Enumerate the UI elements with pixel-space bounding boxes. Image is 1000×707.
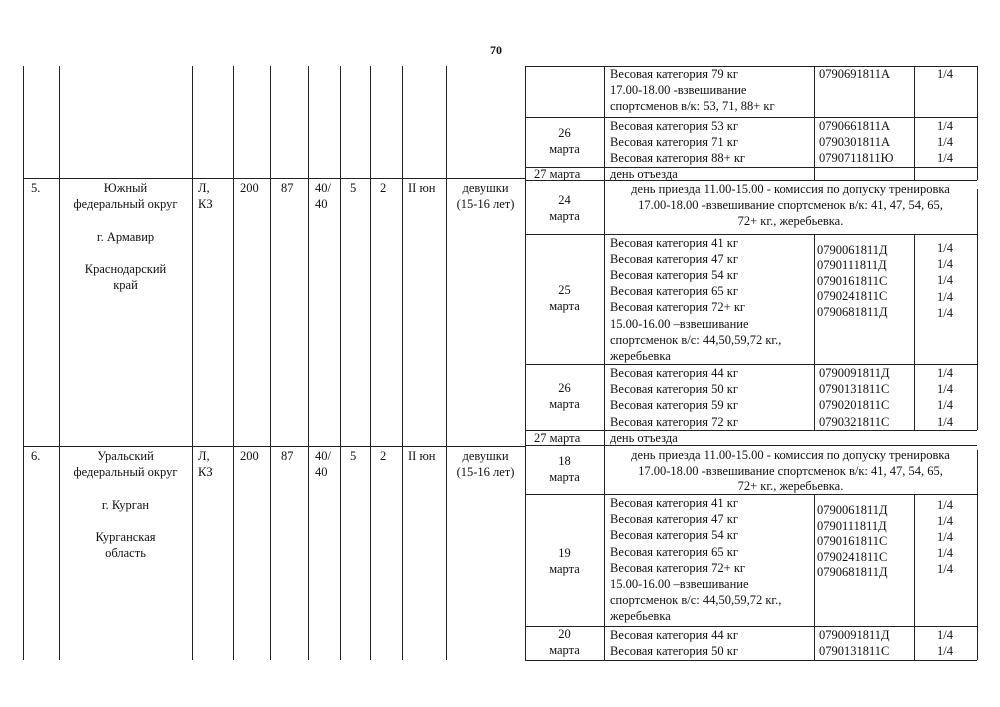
date-cell: марта [549, 643, 580, 657]
table-vertical-rule [446, 66, 447, 660]
schedule-line: Весовая категория 71 кг [610, 135, 738, 150]
schedule-line: жеребьевка [610, 609, 671, 624]
event-code: 0790321811С [819, 414, 890, 429]
date-cell: 19 [558, 546, 571, 560]
group-text: (15-16 лет) [456, 197, 515, 212]
event-code: 0790241811С [817, 549, 888, 564]
schedule-line: Весовая категория 41 кг [610, 496, 738, 510]
event-code: 0790131811С [819, 644, 890, 659]
schedule-line: спортсменок в/с: 44,50,59,72 кг., [610, 593, 782, 608]
stage-fraction: 1/4 [937, 514, 953, 528]
count-cell: 2 [380, 181, 387, 195]
count-cell: 5 [350, 181, 357, 195]
date-cell: марта [549, 142, 580, 156]
count-cell: 40/ [315, 181, 331, 195]
date-cell: марта [549, 470, 580, 484]
event-code: 0790161811С [817, 534, 888, 549]
type-text: Л, [198, 449, 210, 463]
rank-cell: II юн [408, 181, 436, 195]
stage-fraction: 1/4 [937, 498, 953, 512]
region-text: г. Армавир [96, 229, 155, 244]
schedule-line: Весовая категория 65 кг [610, 544, 738, 559]
count-cell: 40/ [315, 449, 331, 463]
stage-fraction: 1/4 [937, 628, 953, 642]
table-vertical-rule [914, 234, 915, 430]
event-code: 0790111811Д [817, 518, 887, 533]
event-code: 0790661811А [819, 119, 891, 133]
table-horizontal-rule [525, 445, 977, 446]
rank-cell: II юн [408, 449, 436, 463]
table-vertical-rule [192, 66, 193, 660]
table-horizontal-rule [525, 430, 977, 431]
stage-fraction: 1/4 [937, 257, 953, 272]
event-code: 0790691811А [819, 67, 891, 81]
schedule-line: Весовая категория 79 кг [610, 67, 738, 81]
arrival-line: 72+ кг., жеребьевка. [737, 214, 844, 228]
stage-fraction: 1/4 [937, 305, 953, 320]
event-code: 0790061811Д [817, 243, 888, 257]
table-vertical-rule [402, 66, 403, 660]
date-cell: 26 [558, 381, 571, 395]
arrival-line: день приезда 11.00-15.00 - комиссия по допуску тренировка [631, 448, 950, 462]
region-text: Уральский [97, 449, 154, 463]
arrival-line: день приезда 11.00-15.00 - комиссия по допуску тренировка [631, 182, 950, 196]
table-vertical-rule [604, 66, 605, 660]
date-cell: 24 [558, 193, 571, 207]
date-cell: 26 [558, 126, 571, 140]
count-cell: 200 [240, 181, 259, 195]
stage-fraction: 1/4 [937, 273, 953, 288]
schedule-line: Весовая категория 72+ кг [610, 300, 746, 315]
table-vertical-rule [814, 66, 815, 180]
count-cell: 200 [240, 449, 259, 463]
table-vertical-rule [340, 66, 341, 660]
schedule-line: Весовая категория 72+ кг [610, 560, 746, 575]
departure-date: 27 марта [534, 167, 581, 181]
region-text: федеральный округ [73, 465, 178, 480]
stage-fraction: 1/4 [937, 414, 953, 429]
table-horizontal-rule [23, 446, 525, 447]
schedule-line: Весовая категория 41 кг [610, 236, 738, 250]
table-vertical-rule [914, 66, 915, 180]
stage-fraction: 1/4 [937, 119, 953, 133]
row-number: 6. [31, 449, 41, 463]
table-horizontal-rule [525, 180, 977, 181]
table-vertical-rule [977, 450, 978, 660]
table-vertical-rule [59, 66, 60, 660]
type-text: КЗ [198, 465, 213, 480]
event-code: 0790301811А [819, 135, 891, 150]
event-code: 0790061811Д [817, 503, 888, 517]
count-cell: 5 [350, 449, 357, 463]
region-text: Южный [103, 181, 148, 195]
table-horizontal-rule [525, 364, 977, 365]
arrival-line: 17.00-18.00 -взвешивание спортсменок в/к: 41, 47, 54, 65, [638, 463, 943, 478]
stage-fraction: 1/4 [937, 67, 953, 81]
event-code: 0790711811Ю [819, 151, 894, 166]
group-text: девушки [462, 181, 509, 195]
region-text: край [113, 278, 138, 293]
stage-fraction: 1/4 [937, 135, 953, 150]
stage-fraction: 1/4 [937, 562, 953, 576]
event-code: 0790681811Д [817, 304, 888, 319]
schedule-line: Весовая категория 65 кг [610, 284, 738, 299]
event-code: 0790091811Д [819, 628, 890, 642]
arrival-line: 17.00-18.00 -взвешивание спортсменок в/к: 41, 47, 54, 65, [638, 198, 943, 212]
row-number: 5. [31, 181, 41, 195]
region-text: область [105, 546, 146, 561]
group-text: девушки [462, 449, 509, 463]
schedule-line: жеребьевка [610, 348, 671, 363]
table-vertical-rule [814, 494, 815, 660]
date-cell: 20 [558, 627, 571, 641]
departure-date: 27 марта [534, 431, 581, 445]
group-text: (15-16 лет) [456, 465, 515, 480]
stage-fraction: 1/4 [937, 546, 953, 560]
count-cell: 40 [315, 197, 328, 212]
table-vertical-rule [23, 66, 24, 660]
schedule-line: Весовая категория 54 кг [610, 528, 738, 543]
schedule-line: Весовая категория 88+ кг [610, 151, 746, 166]
date-cell: марта [549, 562, 580, 576]
event-code: 0790201811С [819, 398, 890, 413]
arrival-line: 72+ кг., жеребьевка. [737, 479, 844, 493]
region-text: федеральный округ [73, 197, 178, 212]
schedule-line: 15.00-16.00 –взвешивание [610, 316, 749, 331]
schedule-line: Весовая категория 44 кг [610, 628, 738, 642]
departure-text: день отъезда [610, 167, 678, 181]
departure-text: день отъезда [610, 431, 678, 445]
schedule-line: Весовая категория 50 кг [610, 382, 738, 397]
event-code: 0790111811Д [817, 258, 887, 273]
date-cell: 25 [558, 283, 571, 297]
schedule-line: 15.00-16.00 –взвешивание [610, 577, 749, 591]
date-cell: марта [549, 299, 580, 313]
event-code: 0790131811С [819, 382, 890, 397]
table-vertical-rule [977, 66, 978, 180]
schedule-line: Весовая категория 54 кг [610, 268, 738, 283]
table-horizontal-rule [525, 660, 977, 661]
schedule-line: 17.00-18.00 -взвешивание [610, 83, 747, 98]
event-code: 0790681811Д [817, 565, 888, 580]
table-horizontal-rule [525, 66, 977, 67]
stage-fraction: 1/4 [937, 382, 953, 397]
schedule-line: спортсменок в/с: 44,50,59,72 кг., [610, 332, 782, 347]
table-horizontal-rule [525, 117, 977, 118]
table-vertical-rule [914, 494, 915, 660]
table-vertical-rule [233, 66, 234, 660]
schedule-line: Весовая категория 72 кг [610, 414, 738, 429]
stage-fraction: 1/4 [937, 398, 953, 413]
table-vertical-rule [270, 66, 271, 660]
page-number: 70 [490, 43, 502, 57]
schedule-line: Весовая категория 47 кг [610, 252, 738, 267]
stage-fraction: 1/4 [937, 644, 953, 659]
stage-fraction: 1/4 [937, 530, 953, 544]
stage-fraction: 1/4 [937, 366, 953, 380]
region-text: г. Курган [101, 497, 150, 512]
schedule-line: Весовая категория 53 кг [610, 119, 738, 133]
event-code: 0790241811С [817, 289, 888, 304]
table-horizontal-rule [525, 167, 977, 168]
table-vertical-rule [977, 189, 978, 430]
region-text: Курганская [95, 530, 156, 544]
table-vertical-rule [370, 66, 371, 660]
table-horizontal-rule [23, 178, 525, 179]
count-cell: 87 [281, 181, 294, 195]
date-cell: марта [549, 209, 580, 223]
type-text: Л, [198, 181, 210, 195]
count-cell: 87 [281, 449, 294, 463]
stage-fraction: 1/4 [937, 151, 953, 166]
table-vertical-rule [814, 234, 815, 430]
stage-fraction: 1/4 [937, 241, 953, 255]
table-horizontal-rule [525, 234, 977, 235]
schedule-line: спортсменов в/к: 53, 71, 88+ кг [610, 99, 775, 114]
table-vertical-rule [308, 66, 309, 660]
schedule-line: Весовая категория 47 кг [610, 512, 738, 527]
schedule-line: Весовая категория 59 кг [610, 398, 738, 413]
type-text: КЗ [198, 197, 213, 212]
event-code: 0790091811Д [819, 366, 890, 380]
count-cell: 40 [315, 465, 328, 480]
date-cell: марта [549, 397, 580, 411]
date-cell: 18 [558, 454, 571, 468]
schedule-line: Весовая категория 44 кг [610, 366, 738, 380]
count-cell: 2 [380, 449, 387, 463]
region-text: Краснодарский [84, 262, 167, 276]
event-code: 0790161811С [817, 273, 888, 288]
schedule-line: Весовая категория 50 кг [610, 644, 738, 659]
stage-fraction: 1/4 [937, 289, 953, 304]
